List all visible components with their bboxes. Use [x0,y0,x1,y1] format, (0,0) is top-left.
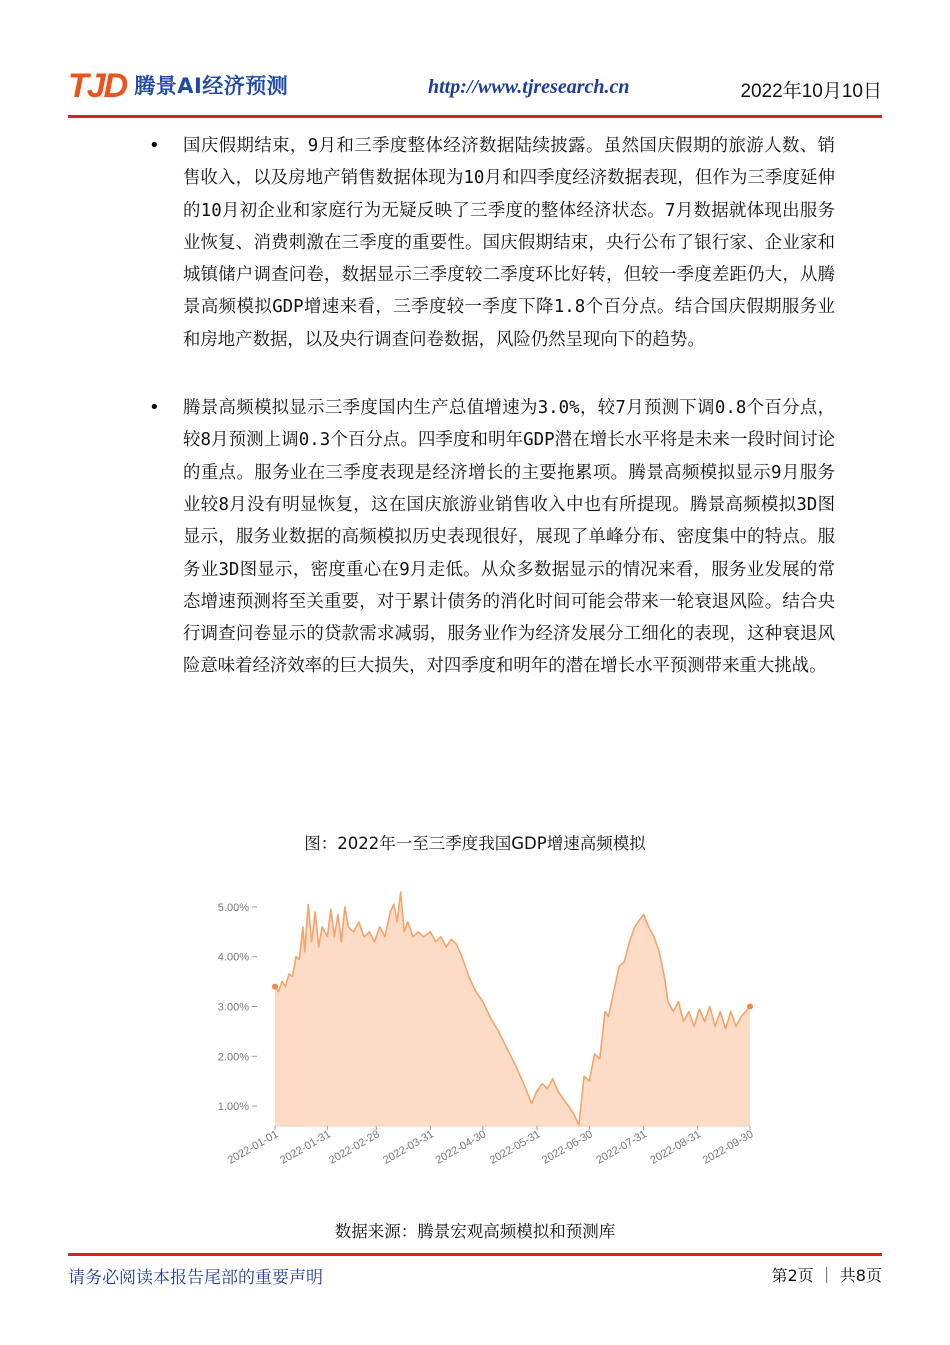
bullet-text: 国庆假期结束，9月和三季度整体经济数据陆续披露。虽然国庆假期的旅游人数、销售收入，以及房地产销售数据体现为10月和四季度经济数据表现，但作为三季度延伸的10月初企业和家庭行为无疑反映了三季度的整体经济状态。7月数据就体现出服务业恢复、消费刺激在三季度的重要性。国庆假期结束，央行公布了银行家、企业家和城镇储户调查问卷，数据显示三季度较二季度环比好转，但较一季度差距仍大，从腾景高频模拟GDP增速来看，三季度较一季度下降1.8个百分点。结合国庆假期服务业和房地产数据，以及央行调查问卷数据，风险仍然呈现向下的趋势。 [183,136,835,350]
gdp-chart-svg [205,888,765,1188]
series-endpoint-marker [747,1004,753,1010]
series-area [275,892,750,1126]
logo-text: 腾景AI经济预测 [134,74,289,98]
bullet-dot-icon: • [149,135,160,156]
y-tick-label: 1.00% [217,1101,249,1114]
x-tick-label: 2022-02-28 [327,1128,382,1167]
report-header [68,62,882,112]
y-tick-label: 5.00% [217,901,249,914]
y-tick-label: 3.00% [217,1001,249,1014]
bullet-item [145,130,835,356]
x-tick-label: 2022-06-30 [540,1128,595,1167]
x-tick-label: 2022-03-31 [381,1128,436,1167]
y-tick-label: 4.00% [217,951,249,964]
company-logo[interactable] [68,66,288,106]
x-tick-label: 2022-08-31 [648,1128,704,1167]
disclaimer-text[interactable]: 请务必阅读本报告尾部的重要声明 [68,1268,323,1288]
x-tick-label: 2022-04-30 [433,1128,489,1167]
bullet-item [145,392,835,683]
x-tick-label: 2022-09-30 [700,1128,756,1167]
x-tick-label: 2022-01-01 [225,1128,281,1167]
bullet-dot-icon: • [149,397,160,419]
page-number: 第2页 ｜ 共8页 [771,1266,882,1285]
source-caption: 数据来源：腾景宏观高频模拟和预测库 [334,1222,616,1241]
report-date: 2022年10月10日 [740,81,882,102]
x-tick-label: 2022-07-31 [594,1128,649,1167]
footer-divider [68,1253,882,1256]
x-tick-label: 2022-05-31 [487,1128,543,1167]
bullet-text: 腾景高频模拟显示三季度国内生产总值增速为3.0%，较7月预测下调0.8个百分点，较8月预测上调0.3个百分点。四季度和明年GDP潜在增长水平将是未来一段时间讨论的重点。服务业在三季度表现是经济增长的主要拖累项。腾景高频模拟显示9月服务业较8月没有明显恢复，这在国庆旅游业销售收入中也有所提现。腾景高频模拟3D图显示，服务业数据的高频模拟历史表现很好，展现了单峰分布、密度集中的特点。服务业3D图显示，密度重心在9月走低。从众多数据显示的情况来看，服务业发展的常态增速预测将至关重要，对于累计债务的消化时间可能会带来一轮衰退风险。结合央行调查问卷显示的贷款需求减弱，服务业作为经济发展分工细化的表现，这种衰退风险意味着经济效率的巨大损失，对四季度和明年的潜在增长水平预测带来重大挑战。 [183,398,835,677]
figure-caption: 图：2022年一至三季度我国GDP增速高频模拟 [304,834,646,853]
logo-mark: TJD [68,67,127,105]
website-link[interactable]: http://www.tjresearch.cn [428,76,630,98]
y-tick-label: 2.00% [217,1051,249,1064]
header-divider [68,115,882,118]
bullet-list [145,130,835,683]
series-endpoint-marker [272,984,278,990]
x-tick-label: 2022-01-31 [278,1128,333,1167]
gdp-chart [205,888,765,1188]
